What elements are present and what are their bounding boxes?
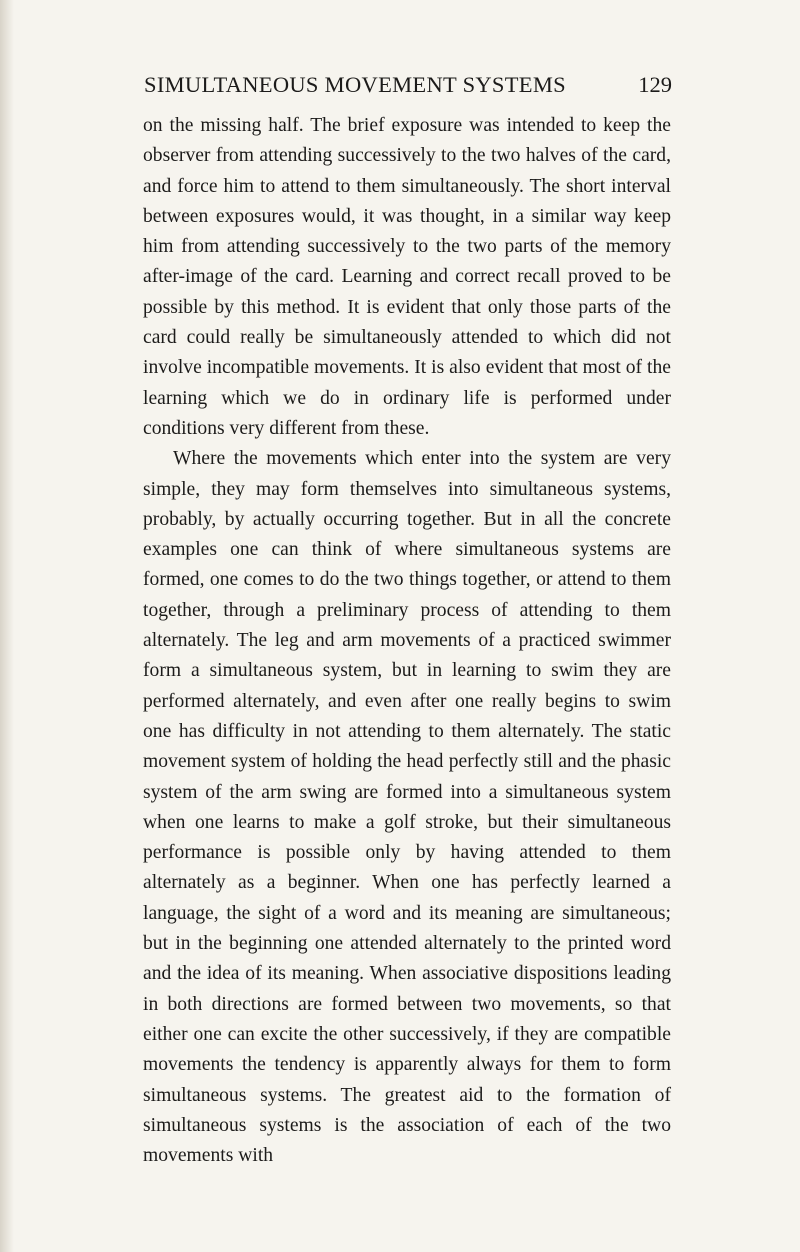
paragraph: Where the movements which enter into the system are very simple, they may form themselves into simultaneous systems, probably, by actually occurring together. But in all the concrete examples one can think of where simultaneous systems are formed, one comes to do the two things together, or attend to them together, through a preliminary process of attending to them alternately. The leg and arm movements of a practiced swimmer form a simultaneous system, but in learning to swim they are performed alternately, and even after one really begins to swim one has difficulty in not attending to them alternately. The static movement system of holding the head perfectly still and the phasic system of the arm swing are formed into a simultaneous system when one learns to make a golf stroke, but their simultaneous performance is possible only by having attended to them alternately as a beginner. When one has perfectly learned a language, the sight of a word and its meaning are simultaneous; but in the beginning one attended alternately to the printed word and the idea of its meaning. When associative dispositions leading in both directions are formed between two movements, so that either one can excite the other successively, if they are compatible movements the tendency is apparently always for them to form simultaneous systems. The greatest aid to the formation of simultaneous systems is the association of each of the two movements with bbox=[143, 448, 671, 1167]
paragraph-continued: on the missing half. The brief exposure was intended to keep the observer from attending successively to the two halves of the card, and force him to attend to them simultaneously. The short interval between exposures would, it was thought, in a similar way keep him from attending successively to the two parts of the memory after-image of the card. Learning and correct recall proved to be possible by this method. It is evident that only those parts of the card could really be simultaneously attended to which did not involve incompatible movements. It is also evident that most of the learning which we do in ordinary life is performed under conditions very different from these. bbox=[143, 115, 671, 439]
page-header bbox=[144, 72, 672, 102]
page-number: 129 bbox=[638, 72, 672, 97]
running-head: SIMULTANEOUS MOVEMENT SYSTEMS bbox=[144, 72, 566, 97]
body-text bbox=[143, 111, 671, 1171]
page-gutter-shadow bbox=[0, 0, 14, 1252]
